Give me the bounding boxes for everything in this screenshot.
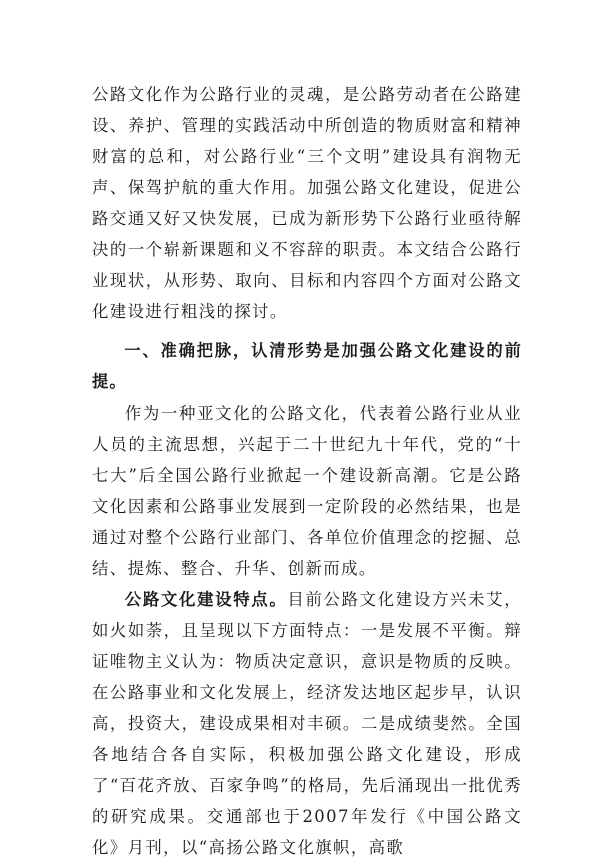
feature-paragraph-block (92, 584, 522, 863)
feature-lead-heading: 公路文化建设特点。 (124, 590, 288, 609)
section-paragraph: 作为一种亚文化的公路文化，代表着公路行业从业人员的主流思想，兴起于二十世纪九十年代，党的“十七大”后全国公路行业掀起一个建设新高潮。它是公路文化因素和公路事业发展到一定阶段的必然结果，也是通过对整个公路行业部门、各单位价值理念的挖掘、总结、提炼、整合、升华、创新而成。 (92, 404, 522, 578)
feature-paragraph: 目前公路文化建设方兴未艾，如火如荼，且呈现以下方面特点：一是发展不平衡。辩证唯物主义认为：物质决定意识，意识是物质的反映。在公路事业和文化发展上，经济发达地区起步早，认识高，投资大，建设成果相对丰硕。二是成绩斐然。全国各地结合各自实际，积极加强公路文化建设，形成了“百花齐放、百家争鸣”的格局，先后涌现出一批优秀的研究成果。交通部也于2007年发行《中国公路文化》月刊，以“高扬公路文化旗帜，高歌 (92, 590, 522, 857)
section-heading: 一、准确把脉，认清形势是加强公路文化建设的前提。 (92, 341, 522, 391)
document-body (92, 79, 522, 863)
intro-paragraph: 公路文化作为公路行业的灵魂，是公路劳动者在公路建设、养护、管理的实践活动中所创造的物质财富和精神财富的总和，对公路行业“三个文明”建设具有润物无声、保驾护航的重大作用。加强公路文化建设，促进公路交通又好又快发展，已成为新形势下公路行业亟待解决的一个崭新课题和义不容辞的职责。本文结合公路行业现状，从形势、取向、目标和内容四个方面对公路文化建设进行粗浅的探讨。 (92, 85, 522, 321)
